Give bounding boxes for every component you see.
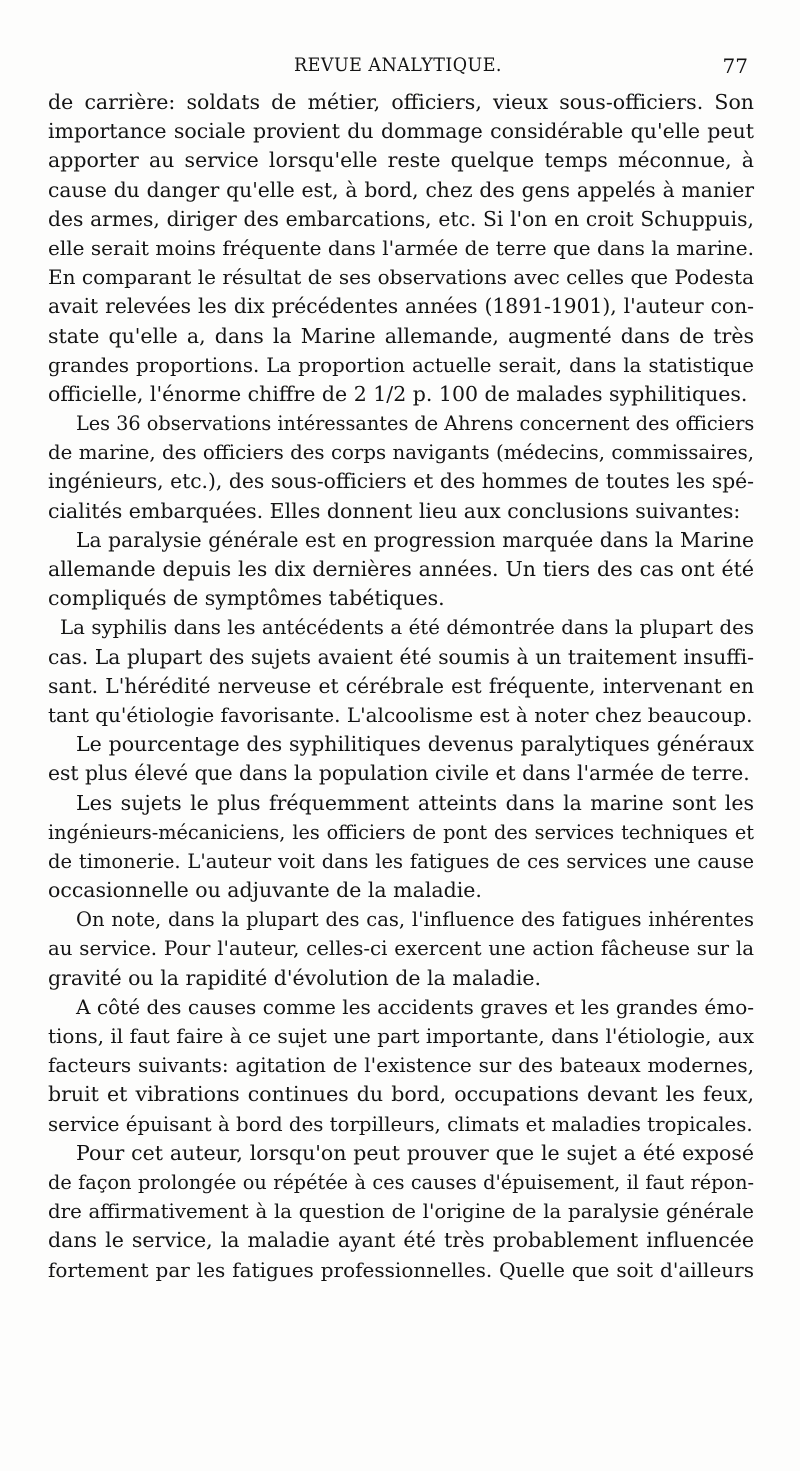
text-line: ingénieurs-mécaniciens, les officiers de pont des services techniques et [48, 820, 754, 844]
text-line: tant qu'étiologie favorisante. L'alcoolisme est à noter chez beaucoup. [48, 702, 753, 727]
text-line: elle serait moins fréquente dans l'armée de terre que dans la marine. [48, 235, 754, 260]
text-line: En comparant le résultat de ses observations avec celles que Podesta [48, 265, 754, 290]
text-line: bruit et vibrations continues du bord, occupations devant les feux, [48, 1082, 754, 1107]
paragraph [48, 905, 754, 993]
text-line: occasionnelle ou adjuvante de la maladie. [48, 878, 482, 903]
text-line: state qu'elle a, dans la Marine allemande, augmenté dans de très [48, 323, 754, 348]
text-line: dre affirmativement à la question de l'origine de la paralysie générale [48, 1200, 754, 1224]
text-line: au service. Pour l'auteur, celles-ci exercent une action fâcheuse sur la [48, 937, 754, 961]
paragraph [48, 993, 754, 1139]
text-line: dans le service, la maladie ayant été très probablement influencée [48, 1228, 754, 1253]
text-line: fortement par les fatigues professionnelles. Quelle que soit d'ailleurs [48, 1257, 754, 1282]
text-line: A côté des causes comme les accidents graves et les grandes émo- [76, 994, 754, 1019]
text-line: de marine, des officiers des corps navigants (médecins, commissaires, [48, 441, 754, 465]
text-line: de façon prolongée ou répétée à ces causes d'épuisement, il faut répon- [48, 1170, 754, 1194]
paragraph [48, 789, 754, 906]
text-line: de timonerie. L'auteur voit dans les fatigues de ces services une cause [48, 849, 754, 873]
text-line: facteurs suivants: agitation de l'existence sur des bateaux modernes, [48, 1053, 754, 1078]
text-line: apporter au service lorsqu'elle reste quelque temps méconnue, à [48, 148, 754, 173]
text-line: gravité ou la rapidité d'évolution de la maladie. [48, 965, 542, 990]
page-number: 77 [722, 54, 748, 78]
paragraph [48, 88, 754, 409]
paragraph [48, 409, 754, 526]
text-line: avait relevées les dix précédentes années (1891-1901), l'auteur con- [48, 294, 754, 319]
text-line: est plus élevé que dans la population civile et dans l'armée de terre. [48, 761, 750, 786]
text-line: cialités embarquées. Elles donnent lieu aux conclusions suivantes: [48, 498, 741, 523]
text-line: importance sociale provient du dommage considérable qu'elle peut [48, 119, 754, 144]
page-header [48, 54, 748, 84]
text-line: tions, il faut faire à ce sujet une part importante, dans l'étiologie, aux [48, 1024, 754, 1048]
running-title: REVUE ANALYTIQUE. [294, 54, 502, 76]
text-line: La syphilis dans les antécédents a été démontrée dans la plupart des [60, 616, 754, 640]
text-line: allemande depuis les dix dernières années. Un tiers des cas ont été [48, 557, 754, 581]
text-line: de carrière: soldats de métier, officiers, vieux sous-officiers. Son [48, 90, 754, 114]
text-line: On note, dans la plupart des cas, l'influence des fatigues inhérentes [76, 908, 754, 932]
text-line: ingénieurs, etc.), des sous-officiers et des hommes de toutes les spé- [48, 469, 754, 494]
text-line: des armes, diriger des embarcations, etc. Si l'on en croit Schuppuis, [48, 206, 754, 231]
text-line: compliqués de symptômes tabétiques. [48, 586, 445, 611]
text-line: cause du danger qu'elle est, à bord, chez des gens appelés à manier [48, 177, 754, 202]
text-line: cas. La plupart des sujets avaient été soumis à un traitement insuffi- [48, 644, 754, 669]
text-line: Les sujets le plus fréquemment atteints dans la marine sont les [76, 790, 754, 815]
text-line: officielle, l'énorme chiffre de 2 1/2 p. 100 de malades syphilitiques. [48, 381, 748, 406]
text-line: grandes proportions. La proportion actuelle serait, dans la statistique [48, 353, 754, 377]
text-line: Le pourcentage des syphilitiques devenus paralytiques généraux [76, 732, 754, 757]
text-line: sant. L'hérédité nerveuse et cérébrale est fréquente, intervenant en [48, 673, 754, 698]
text-line: Les 36 observations intéressantes de Ahrens concernent des officiers [76, 412, 755, 436]
article-body [48, 88, 754, 1285]
text-line: service épuisant à bord des torpilleurs, climats et maladies tropicales. [48, 1112, 753, 1136]
paragraph [48, 526, 754, 614]
paragraph [48, 730, 754, 788]
paragraph [48, 1139, 754, 1285]
paragraph [48, 613, 754, 730]
text-line: Pour cet auteur, lorsqu'on peut prouver que le sujet a été exposé [76, 1140, 754, 1165]
text-line: La paralysie générale est en progression marquée dans la Marine [76, 527, 754, 552]
